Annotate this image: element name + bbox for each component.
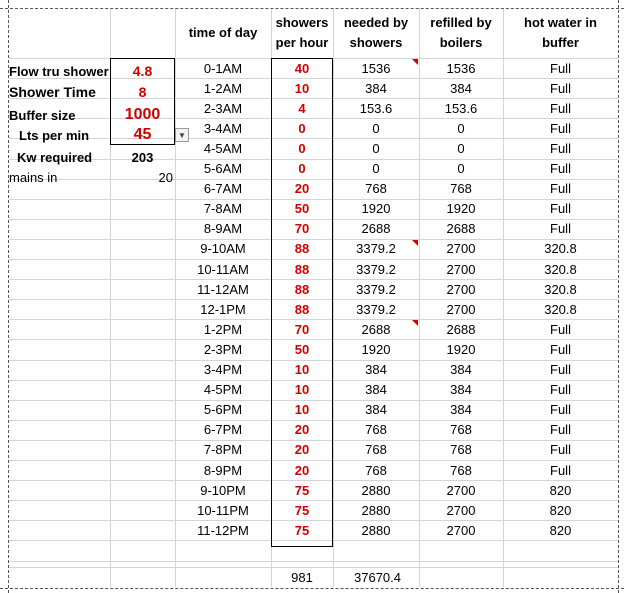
cell-needed[interactable]: 384	[365, 80, 387, 96]
cell-refilled[interactable]: 2700	[446, 261, 476, 277]
cell-buffer[interactable]: Full	[550, 462, 571, 478]
cell-needed[interactable]: 2880	[361, 482, 391, 498]
cell-needed[interactable]: 153.6	[359, 100, 393, 116]
cell-needed[interactable]: 768	[365, 422, 387, 438]
cell-buffer[interactable]: Full	[550, 80, 571, 96]
cell-buffer[interactable]: 820	[549, 522, 572, 538]
param-value-kw-required[interactable]: 203	[131, 149, 154, 165]
param-value-mains-in[interactable]: 20	[158, 169, 173, 185]
cell-showers[interactable]: 0	[298, 140, 306, 156]
cell-buffer[interactable]: Full	[550, 321, 571, 337]
comment-indicator-icon[interactable]	[412, 240, 418, 246]
total-showers[interactable]: 981	[291, 569, 313, 585]
cell-buffer[interactable]: Full	[550, 221, 571, 237]
cell-showers[interactable]: 10	[294, 402, 310, 418]
cell-refilled[interactable]: 768	[450, 462, 472, 478]
cell-refilled[interactable]: 384	[450, 80, 472, 96]
comment-indicator-icon[interactable]	[412, 59, 418, 65]
cell-needed[interactable]: 0	[372, 140, 380, 156]
param-label-lts-per-min: Lts per min	[19, 127, 90, 143]
cell-refilled[interactable]: 0	[457, 120, 465, 136]
cell-refilled[interactable]: 2688	[446, 321, 476, 337]
cell-buffer[interactable]: Full	[550, 442, 571, 458]
cell-time[interactable]: 4-5PM	[203, 382, 243, 398]
cell-refilled[interactable]: 2700	[446, 522, 476, 538]
header-needed-line2: showers	[349, 35, 403, 50]
cell-time[interactable]: 4-5AM	[203, 140, 243, 156]
cell-refilled[interactable]: 0	[457, 161, 465, 177]
cell-time[interactable]: 1-2AM	[203, 80, 243, 96]
cell-refilled[interactable]: 2700	[446, 241, 476, 257]
cell-showers[interactable]: 88	[294, 241, 310, 257]
header-time-label: time of day	[188, 25, 258, 40]
cell-refilled[interactable]: 2700	[446, 301, 476, 317]
header-needed-line1: needed by	[343, 15, 409, 30]
cell-refilled[interactable]: 384	[450, 362, 472, 378]
cell-showers[interactable]: 10	[294, 362, 310, 378]
cell-refilled[interactable]: 768	[450, 442, 472, 458]
cell-time[interactable]: 2-3PM	[203, 341, 243, 357]
cell-time[interactable]: 10-11AM	[197, 261, 249, 277]
header-refilled-by-boilers[interactable]	[419, 8, 503, 58]
cell-needed[interactable]: 1920	[361, 341, 391, 357]
cell-time[interactable]: 11-12PM	[197, 522, 249, 538]
cell-buffer[interactable]: 320.8	[544, 241, 577, 257]
cell-showers[interactable]: 10	[294, 382, 310, 398]
cell-needed[interactable]: 1536	[361, 60, 391, 76]
cell-needed[interactable]: 768	[365, 181, 387, 197]
cell-needed[interactable]: 384	[365, 402, 387, 418]
cell-time[interactable]: 7-8AM	[203, 201, 243, 217]
cell-refilled[interactable]: 2688	[446, 221, 476, 237]
total-needed[interactable]: 37670.4	[354, 569, 401, 585]
cell-refilled[interactable]: 768	[450, 181, 472, 197]
param-label-shower-time: Shower Time	[9, 84, 96, 100]
param-value-buffer-size[interactable]: 1000	[124, 106, 161, 123]
cell-buffer[interactable]: Full	[550, 201, 571, 217]
param-label-flow: Flow tru shower	[9, 63, 109, 79]
cell-buffer[interactable]: 820	[549, 482, 572, 498]
header-hot-water-in-buffer[interactable]	[503, 8, 618, 58]
header-hotwater-line2: buffer	[542, 35, 579, 50]
header-hotwater-line1: hot water in	[524, 15, 597, 30]
page-break-line	[618, 0, 619, 593]
cell-refilled[interactable]: 2700	[446, 502, 476, 518]
param-label-mains-in: mains in	[9, 169, 58, 185]
param-value-flow[interactable]: 4.8	[132, 63, 153, 79]
cell-refilled[interactable]: 1920	[446, 201, 476, 217]
cell-buffer[interactable]: Full	[550, 402, 571, 418]
page-break-line	[0, 588, 624, 589]
cell-buffer[interactable]: Full	[550, 181, 571, 197]
cell-time[interactable]: 3-4PM	[203, 362, 243, 378]
cell-time[interactable]: 9-10PM	[200, 482, 246, 498]
cell-needed[interactable]: 1920	[361, 201, 391, 217]
cell-time[interactable]: 5-6PM	[203, 402, 243, 418]
cell-time[interactable]: 1-2PM	[203, 321, 243, 337]
cell-needed[interactable]: 768	[365, 442, 387, 458]
dropdown-arrow-icon[interactable]: ▼	[175, 128, 189, 142]
cell-showers[interactable]: 88	[294, 301, 310, 317]
cell-needed[interactable]: 2688	[361, 221, 391, 237]
cell-buffer[interactable]: Full	[550, 341, 571, 357]
cell-showers[interactable]: 75	[294, 522, 310, 538]
cell-time[interactable]: 3-4AM	[203, 120, 243, 136]
cell-showers[interactable]: 50	[294, 341, 310, 357]
cell-showers[interactable]: 75	[294, 502, 310, 518]
cell-showers[interactable]: 50	[294, 201, 310, 217]
header-refilled-line1: refilled by	[430, 15, 492, 30]
cell-showers[interactable]: 88	[294, 281, 310, 297]
cell-buffer[interactable]: 320.8	[544, 301, 577, 317]
comment-indicator-icon[interactable]	[412, 320, 418, 326]
cell-showers[interactable]: 75	[294, 482, 310, 498]
cell-refilled[interactable]: 384	[450, 402, 472, 418]
cell-refilled[interactable]: 384	[450, 382, 472, 398]
cell-needed[interactable]: 3379.2	[356, 301, 396, 317]
gridline	[9, 561, 618, 562]
cell-time[interactable]: 8-9PM	[203, 462, 243, 478]
cell-needed[interactable]: 2880	[361, 522, 391, 538]
cell-refilled[interactable]: 153.6	[444, 100, 478, 116]
cell-time[interactable]: 7-8PM	[203, 442, 243, 458]
cell-buffer[interactable]: Full	[550, 382, 571, 398]
cell-showers[interactable]: 0	[298, 120, 306, 136]
showers-column-box	[271, 58, 333, 547]
cell-showers[interactable]: 10	[294, 80, 310, 96]
cell-buffer[interactable]: Full	[550, 60, 571, 76]
cell-buffer[interactable]: Full	[550, 140, 571, 156]
cell-showers[interactable]: 20	[294, 442, 310, 458]
cell-time[interactable]: 6-7AM	[203, 181, 243, 197]
cell-buffer[interactable]: Full	[550, 362, 571, 378]
cell-showers[interactable]: 20	[294, 462, 310, 478]
cell-needed[interactable]: 384	[365, 382, 387, 398]
cell-needed[interactable]: 2880	[361, 502, 391, 518]
cell-buffer[interactable]: Full	[550, 422, 571, 438]
cell-needed[interactable]: 2688	[361, 321, 391, 337]
cell-buffer[interactable]: 820	[549, 502, 572, 518]
cell-time[interactable]: 2-3AM	[203, 100, 243, 116]
cell-needed[interactable]: 0	[372, 161, 380, 177]
cell-refilled[interactable]: 1920	[446, 341, 476, 357]
cell-refilled[interactable]: 1536	[446, 60, 476, 76]
cell-buffer[interactable]: Full	[550, 120, 571, 136]
cell-time[interactable]: 12-1PM	[200, 301, 246, 317]
header-refilled-line2: boilers	[439, 35, 483, 50]
cell-time[interactable]: 11-12AM	[197, 281, 249, 297]
cell-time[interactable]: 10-11PM	[197, 502, 249, 518]
param-value-lts-per-min[interactable]: 45	[133, 126, 152, 143]
header-time-of-day[interactable]	[175, 8, 271, 58]
cell-refilled[interactable]: 0	[457, 140, 465, 156]
cell-showers[interactable]: 40	[294, 60, 310, 76]
cell-buffer[interactable]: Full	[550, 100, 571, 116]
header-showers-line2: per hour	[275, 35, 329, 50]
cell-refilled[interactable]: 2700	[446, 281, 476, 297]
cell-showers[interactable]: 0	[298, 161, 306, 177]
header-showers-per-hour[interactable]	[271, 8, 333, 58]
cell-time[interactable]: 6-7PM	[203, 422, 243, 438]
cell-showers[interactable]: 20	[294, 181, 310, 197]
cell-buffer[interactable]: 320.8	[544, 281, 577, 297]
cell-time[interactable]: 8-9AM	[203, 221, 243, 237]
cell-refilled[interactable]: 768	[450, 422, 472, 438]
cell-showers[interactable]: 70	[294, 221, 310, 237]
cell-time[interactable]: 0-1AM	[203, 60, 243, 76]
cell-showers[interactable]: 88	[294, 261, 310, 277]
header-needed-by-showers[interactable]	[333, 8, 419, 58]
cell-needed[interactable]: 0	[372, 120, 380, 136]
param-value-shower-time[interactable]: 8	[138, 84, 147, 100]
param-label-kw-required: Kw required	[17, 149, 93, 165]
cell-refilled[interactable]: 2700	[446, 482, 476, 498]
cell-showers[interactable]: 4	[298, 100, 306, 116]
cell-needed[interactable]: 3379.2	[356, 241, 396, 257]
cell-needed[interactable]: 3379.2	[356, 281, 396, 297]
cell-buffer[interactable]: 320.8	[544, 261, 577, 277]
cell-showers[interactable]: 20	[294, 422, 310, 438]
cell-needed[interactable]: 3379.2	[356, 261, 396, 277]
param-label-buffer-size: Buffer size	[9, 107, 76, 123]
cell-needed[interactable]: 768	[365, 462, 387, 478]
cell-needed[interactable]: 384	[365, 362, 387, 378]
cell-showers[interactable]: 70	[294, 321, 310, 337]
header-showers-line1: showers	[275, 15, 329, 30]
cell-time[interactable]: 5-6AM	[203, 161, 243, 177]
cell-time[interactable]: 9-10AM	[200, 241, 246, 257]
cell-buffer[interactable]: Full	[550, 161, 571, 177]
